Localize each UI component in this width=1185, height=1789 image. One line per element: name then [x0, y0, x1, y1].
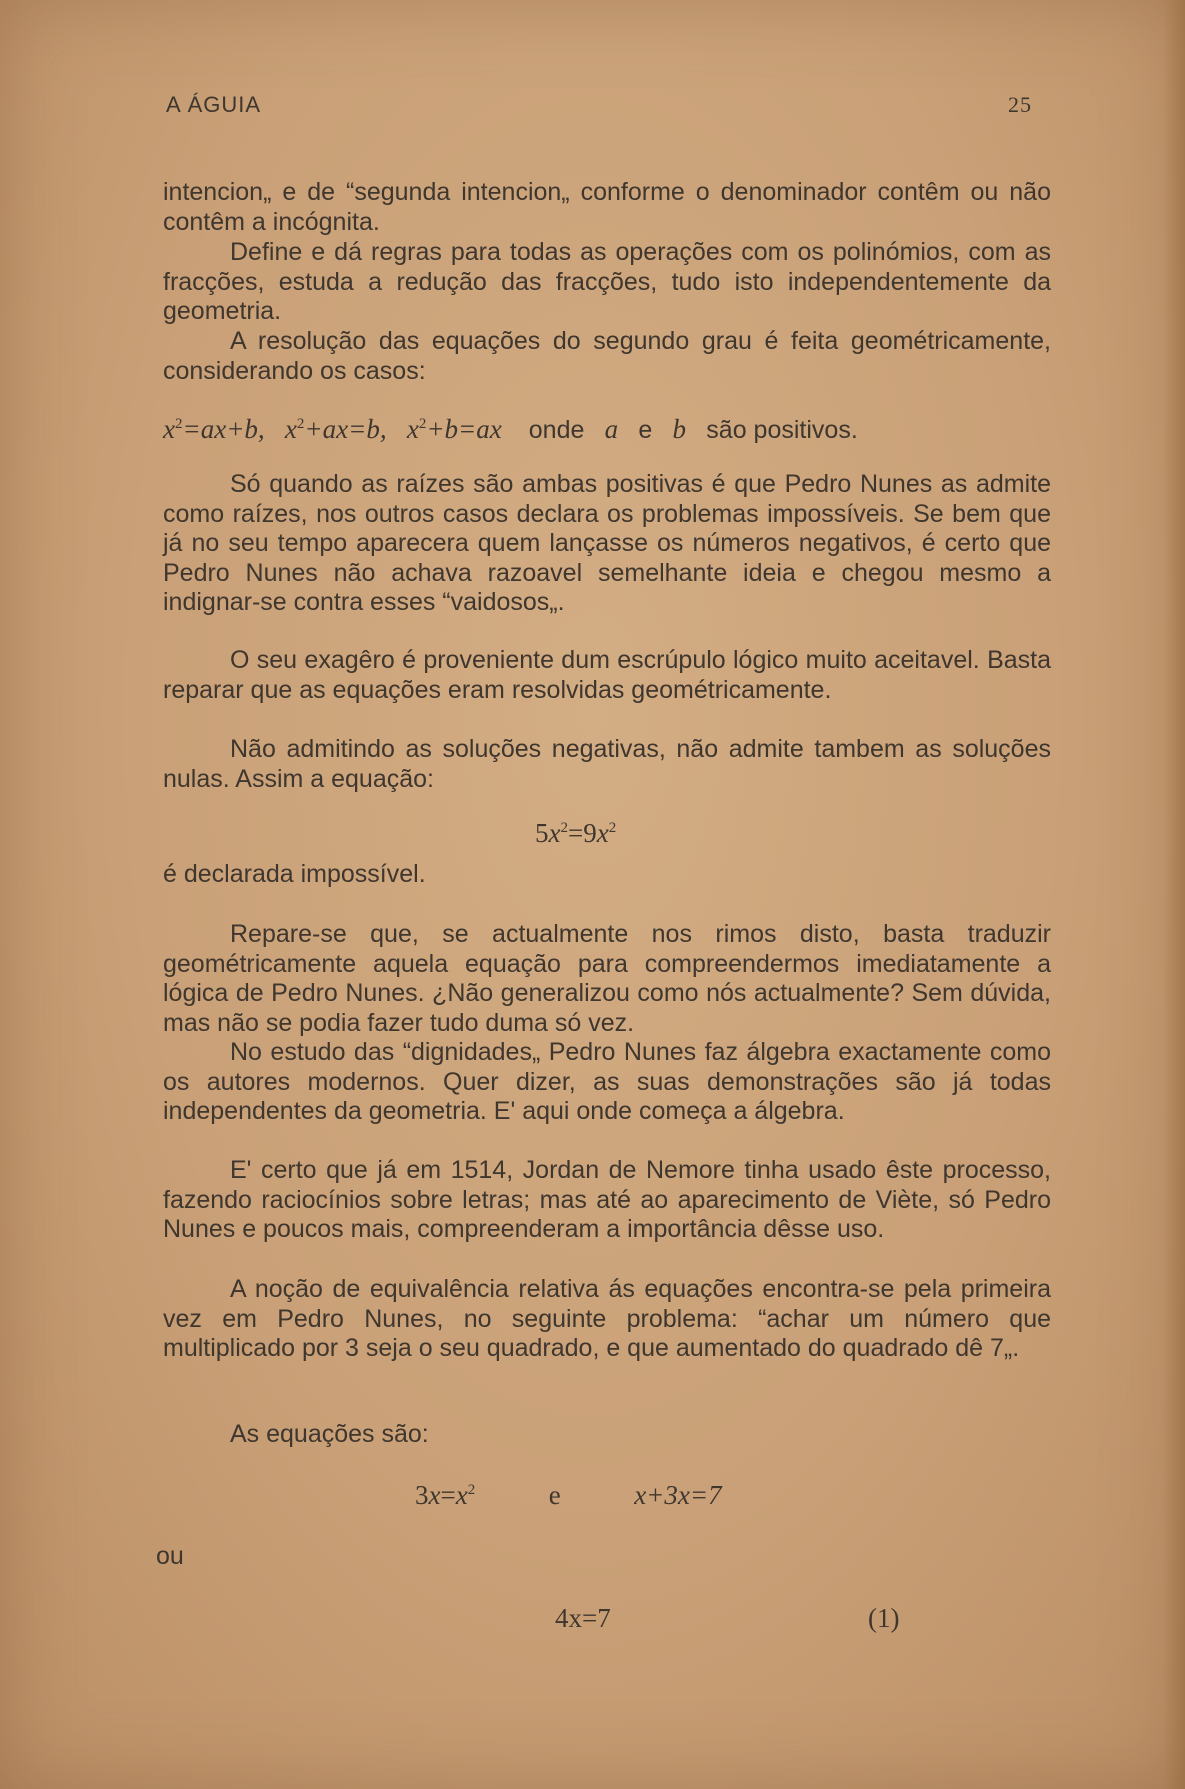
paragraph-2: Define e dá regras para todas as operações com os polinómios, com as fracções, estuda a redução das fracções, tudo isto independentemente da geometria. — [163, 238, 1051, 325]
case-3-exp: 2 — [418, 416, 427, 432]
paragraph-6: Não admitindo as soluções negativas, não admite tambem as soluções nulas. Assim a equação: — [163, 735, 1051, 793]
final-equation-label: (1) — [868, 1603, 900, 1633]
eq1-exp-right: 2 — [608, 820, 617, 836]
case-1-exp: 2 — [174, 416, 183, 432]
eq1-var-right: x — [596, 818, 609, 848]
cases-positivos: são positivos. — [706, 416, 858, 444]
paragraph-5: O seu exagêro é proveniente dum escrúpulo lógico muito aceitavel. Basta reparar que as equações eram resolvidas geométricamente. — [163, 646, 1051, 704]
eq1-var-left: x — [548, 818, 561, 848]
case-3-var: x — [406, 414, 419, 444]
journal-title: A ÁGUIA — [166, 92, 262, 117]
paragraph-8: No estudo das “dignidades„ Pedro Nunes faz álgebra exactamente como os autores modernos. Quer dizer, as suas demonstrações são já todas independentes da geometria. E' aqui onde começa a álgebra. — [163, 1038, 1051, 1125]
equation-1-caption: é declarada impossível. — [163, 860, 426, 888]
pair-left-coef: 3 — [415, 1480, 429, 1510]
final-equation: 4x=7 — [555, 1603, 611, 1633]
pair-right-eq: x+3x=7 — [634, 1480, 722, 1510]
case-3-rest: +b=ax — [426, 414, 502, 444]
paragraph-10: A noção de equivalência relativa ás equações encontra-se pela primeira vez em Pedro Nunes, no seguinte problema: “achar um número que multiplicado por 3 seja o seu quadrado, e que aumentado do quadrado dê 7„. — [163, 1275, 1051, 1362]
eq1-mid: =9 — [567, 818, 597, 848]
equations-pair — [415, 1480, 722, 1511]
pair-conjunction: e — [548, 1480, 561, 1510]
pair-left-var: x — [428, 1480, 441, 1510]
page-number: 25 — [1008, 92, 1032, 117]
case-2-exp: 2 — [296, 416, 305, 432]
case-1-var: x — [163, 414, 175, 444]
paragraph-9: E' certo que já em 1514, Jordan de Nemore tinha usado êste processo, fazendo raciocínios sobre letras; mas até ao aparecimento de Viète, só Pedro Nunes e poucos mais, compreenderam a importância dêsse uso. — [163, 1156, 1051, 1243]
paragraph-4: Só quando as raízes são ambas positivas é que Pedro Nunes as admite como raízes, nos outros casos declara os problemas impossíveis. Se bem que já no seu tempo aparecera quem lançasse os números negativos, é certo que Pedro Nunes não achava razoavel semelhante ideia e chegou mesmo a indignar-se contra esses “vaidosos„. — [163, 470, 1051, 616]
running-header — [166, 92, 1032, 122]
cases-b: b — [672, 414, 687, 444]
equation-5x2-9x2 — [535, 818, 616, 849]
eq1-coef: 5 — [535, 818, 549, 848]
paragraph-1: intencion„ e de “segunda intencion„ conforme o denominador contêm ou não contêm a incógnita. — [163, 178, 1051, 236]
pair-left-eq: = — [440, 1480, 456, 1510]
pair-left-rhs-var: x — [455, 1480, 468, 1510]
cases-onde: onde — [528, 416, 585, 444]
cases-formula-line — [163, 414, 858, 445]
cases-e: e — [638, 416, 653, 444]
paragraph-3: A resolução das equações do segundo grau é feita geométricamente, considerando os casos: — [163, 327, 1051, 385]
page-edge-shadow — [1163, 0, 1185, 1789]
cases-a: a — [604, 414, 619, 444]
eq1-exp-left: 2 — [560, 820, 568, 836]
case-1-rest: =ax+b, — [182, 414, 265, 444]
case-2-rest: +ax=b, — [304, 414, 387, 444]
equations-intro: As equações são: — [230, 1420, 429, 1448]
paragraph-7: Repare-se que, se actualmente nos rimos disto, basta traduzir geométricamente aquela equação para compreendermos imediatamente a lógica de Pedro Nunes. ¿Não generalizou como nós actualmente? Sem dúvida, mas não se podia fazer tudo duma só vez. — [163, 920, 1051, 1037]
ou-word: ou — [156, 1542, 184, 1570]
case-2-var: x — [284, 414, 297, 444]
pair-left-exp: 2 — [467, 1482, 476, 1498]
